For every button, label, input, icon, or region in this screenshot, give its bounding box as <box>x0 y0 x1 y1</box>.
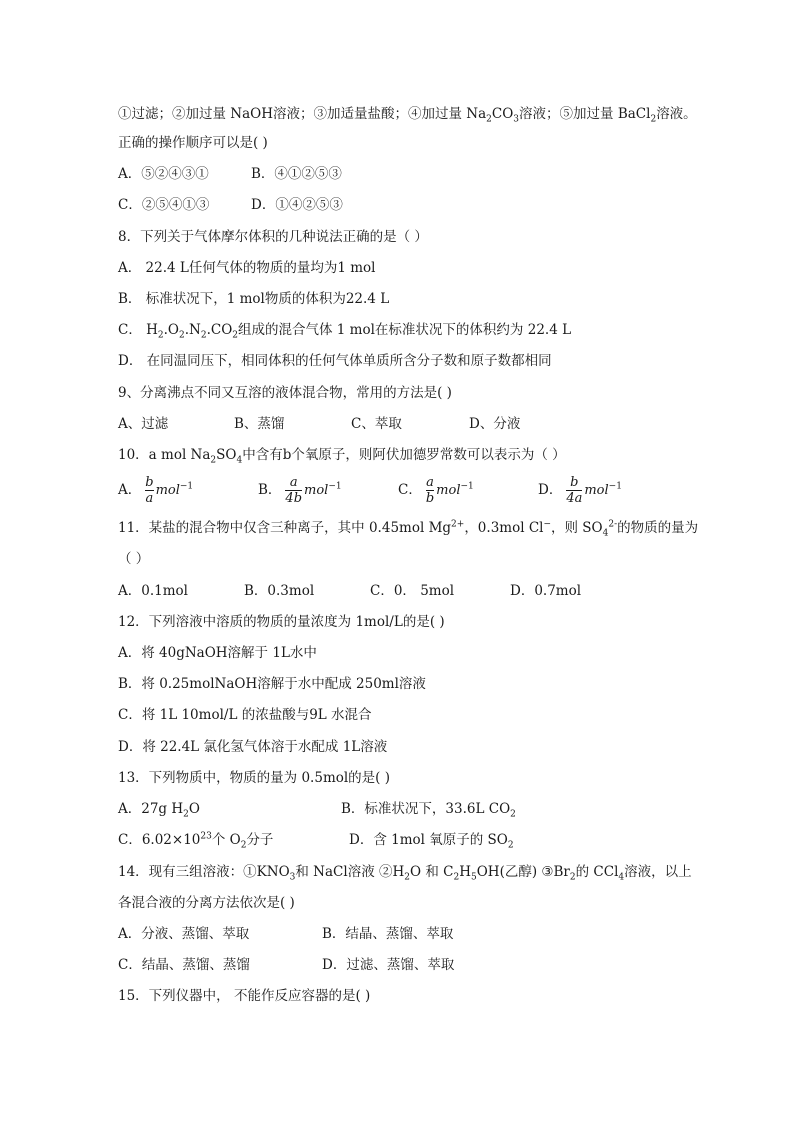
subscript: 4 <box>602 528 609 539</box>
option-label: A． <box>118 482 142 498</box>
fraction <box>426 475 434 506</box>
numerator: a <box>289 475 298 490</box>
numerator: b <box>570 475 579 490</box>
q14-stem-text: 和 NaCl溶液 ②H <box>295 864 405 880</box>
q7-options-row1 <box>118 164 342 184</box>
subscript: 2 <box>453 872 460 883</box>
q11-paren: （ ） <box>118 551 150 567</box>
subscript: 2 <box>510 809 516 820</box>
q9-stem: 9、分离沸点不同又互溶的液体混合物，常用的方法是( ) <box>118 385 452 401</box>
q10-stem-text: 10．a mol Na <box>118 447 211 463</box>
denominator: a <box>145 491 154 506</box>
unit: mol <box>436 483 461 498</box>
q11-stem-text: ，则 SO <box>551 520 603 536</box>
q7-ops-text: 溶液；⑤加过量 BaCl <box>519 106 651 122</box>
denominator: b <box>425 491 435 506</box>
superscript: −1 <box>460 481 474 492</box>
q9-option-b[interactable]: B、蒸馏 <box>234 416 285 432</box>
q14-stem-text: O 和 C <box>410 864 454 880</box>
q13-option-text: O <box>188 801 200 817</box>
fraction <box>285 475 302 506</box>
q7-ops-text: 溶液。 <box>656 106 697 122</box>
q14-options-row1 <box>118 924 453 944</box>
superscript: − <box>543 519 552 530</box>
q8-stem: 8．下列关于气体摩尔体积的几种说法正确的是（ ） <box>118 229 428 245</box>
q8-option-c-text: C． H <box>118 322 158 338</box>
q7-ops-text: CO <box>491 106 514 122</box>
q8-option-a[interactable]: A． 22.4 L任何气体的物质的量均为1 mol <box>118 260 376 276</box>
subscript: 2 <box>240 840 247 851</box>
q13-option-c[interactable] <box>118 830 349 850</box>
subscript: 2 <box>650 114 657 125</box>
q8-option-b[interactable]: B． 标准状况下，1 mol物质的体积为22.4 L <box>118 291 390 307</box>
q7-option-b[interactable]: B．④①②⑤③ <box>251 166 342 182</box>
q11-stem-text: ，0.3mol Cl <box>464 520 544 536</box>
subscript: 2 <box>507 840 514 851</box>
q14-options-row2 <box>118 955 454 975</box>
denominator: 4a <box>566 491 583 506</box>
q14-option-b[interactable]: B．结晶、蒸馏、萃取 <box>322 926 454 942</box>
q14-option-d[interactable]: D．过滤、蒸馏、萃取 <box>322 957 455 973</box>
q10-options <box>118 473 622 508</box>
q8-option-c[interactable] <box>118 320 571 340</box>
q14-stem-text: OH(乙醇) ③Br <box>476 864 570 880</box>
subscript: 2 <box>179 330 185 341</box>
q7-option-c[interactable]: C．②⑤④①③ <box>118 197 210 213</box>
q9-option-c[interactable]: C、萃取 <box>351 416 402 432</box>
superscript: −1 <box>179 481 194 492</box>
q10-option-b[interactable] <box>258 473 398 508</box>
q10-stem <box>118 445 566 465</box>
q15-stem: 15．下列仪器中， 不能作反应容器的是( ) <box>118 988 371 1004</box>
superscript: −1 <box>328 481 342 492</box>
unit: mol <box>155 483 180 498</box>
q8-option-c-text: .O <box>163 322 179 338</box>
subscript: 5 <box>471 872 477 883</box>
q8-option-c-text: .CO <box>206 322 233 338</box>
q14-stem <box>118 862 692 882</box>
q12-option-b[interactable]: B．将 0.25molNaOH溶解于水中配成 250ml溶液 <box>118 676 426 692</box>
q14-stem-text: 溶液，以上 <box>624 864 692 880</box>
q7-prompt: 正确的操作顺序可以是( ) <box>118 135 268 151</box>
q13-option-d[interactable] <box>349 830 514 850</box>
q13-option-text: D．含 1mol 氧原子的 SO <box>349 832 508 848</box>
q10-option-a[interactable] <box>118 473 258 508</box>
q12-option-d[interactable]: D．将 22.4L 氯化氢气体溶于水配成 1L溶液 <box>118 739 388 755</box>
q9-options <box>118 414 520 434</box>
q14-stem-text: 的 CCl <box>575 864 619 880</box>
unit: mol <box>304 483 329 498</box>
subscript: 2 <box>486 114 492 125</box>
q10-stem-text: SO <box>216 447 237 463</box>
numerator: b <box>145 475 154 490</box>
q13-option-text: C．6.02×10 <box>118 832 201 848</box>
superscript: 2- <box>608 519 618 530</box>
fraction <box>566 475 582 506</box>
q10-option-c[interactable] <box>398 473 538 508</box>
q10-stem-text: 中含有b个氧原子，则阿伏加德罗常数可以表示为（ ） <box>242 447 566 463</box>
subscript: 2 <box>232 330 239 341</box>
q11-option-b[interactable]: B．0.3mol <box>244 583 315 599</box>
q13-option-text: 个 O <box>211 832 241 848</box>
q7-options-row2 <box>118 195 343 215</box>
subscript: 4 <box>236 455 243 466</box>
superscript: 23 <box>200 831 212 842</box>
q11-option-a[interactable]: A．0.1mol <box>118 583 188 599</box>
numerator: a <box>426 475 434 490</box>
q12-stem: 12．下列溶液中溶质的物质的量浓度为 1mol/L的是( ) <box>118 614 445 630</box>
q13-option-text: B．标准状况下，33.6L CO <box>341 801 511 817</box>
unit: mol <box>584 483 609 498</box>
q7-option-d[interactable]: D．①④②⑤③ <box>251 197 343 213</box>
q13-options-row2 <box>118 830 514 850</box>
q13-option-text: A．27g H <box>118 801 184 817</box>
q11-option-c[interactable]: C．0． 5mol <box>370 583 455 599</box>
q9-option-d[interactable]: D、分液 <box>469 416 521 432</box>
q10-option-d[interactable] <box>538 473 622 508</box>
q14-option-c[interactable]: C．结晶、蒸馏、蒸馏 <box>118 957 250 973</box>
q9-option-a[interactable]: A、过滤 <box>118 416 169 432</box>
q14-stem-text: 14．现有三组溶液：①KNO <box>118 864 290 880</box>
q11-options <box>118 581 581 601</box>
q11-option-d[interactable]: D．0.7mol <box>510 583 582 599</box>
q11-stem-text: 的物质的量为 <box>617 520 699 536</box>
q7-ops-text: ①过滤；②加过量 NaOH溶液；③加适量盐酸；④加过量 Na <box>118 106 487 122</box>
option-label: D． <box>538 482 563 498</box>
subscript: 2 <box>157 330 164 341</box>
q8-option-c-text: 组成的混合气体 1 mol在标准状况下的体积约为 22.4 L <box>238 322 572 338</box>
q14-stem-text: H <box>459 864 471 880</box>
subscript: 2 <box>183 809 189 820</box>
q8-option-c-text: .N <box>184 322 201 338</box>
q12-option-a[interactable]: A．将 40gNaOH溶解于 1L水中 <box>118 645 317 661</box>
q13-option-text: 分子 <box>246 832 274 848</box>
subscript: 3 <box>513 114 520 125</box>
q7-operations <box>118 104 697 124</box>
fraction <box>145 475 153 506</box>
subscript: 2 <box>210 455 217 466</box>
subscript: 3 <box>289 872 296 883</box>
subscript: 2 <box>404 872 410 883</box>
q11-stem <box>118 518 698 538</box>
q8-option-d[interactable]: D． 在同温同压下，相同体积的任何气体单质所含分子数和原子数都相同 <box>118 353 552 369</box>
q13-stem: 13．下列物质中，物质的量为 0.5mol的是( ) <box>118 770 391 786</box>
denominator: 4b <box>285 491 303 506</box>
q11-stem-text: 11．某盐的混合物中仅含三种离子，其中 0.45mol Mg <box>118 520 452 536</box>
q14-option-a[interactable]: A．分液、蒸馏、萃取 <box>118 926 250 942</box>
subscript: 2 <box>200 330 207 341</box>
q13-options-row1 <box>118 799 516 819</box>
option-label: C． <box>398 482 422 498</box>
option-label: B． <box>258 482 282 498</box>
superscript: −1 <box>608 481 622 492</box>
q13-option-a[interactable] <box>118 799 341 819</box>
subscript: 4 <box>618 872 625 883</box>
q12-option-c[interactable]: C．将 1L 10mol/L 的浓盐酸与9L 水混合 <box>118 707 372 723</box>
superscript: 2+ <box>451 519 465 530</box>
subscript: 2 <box>569 872 576 883</box>
q13-option-b[interactable] <box>341 799 516 819</box>
q7-option-a[interactable]: A．⑤②④③① <box>118 166 209 182</box>
q14-stem-line2: 各混合液的分离方法依次是( ) <box>118 895 295 911</box>
